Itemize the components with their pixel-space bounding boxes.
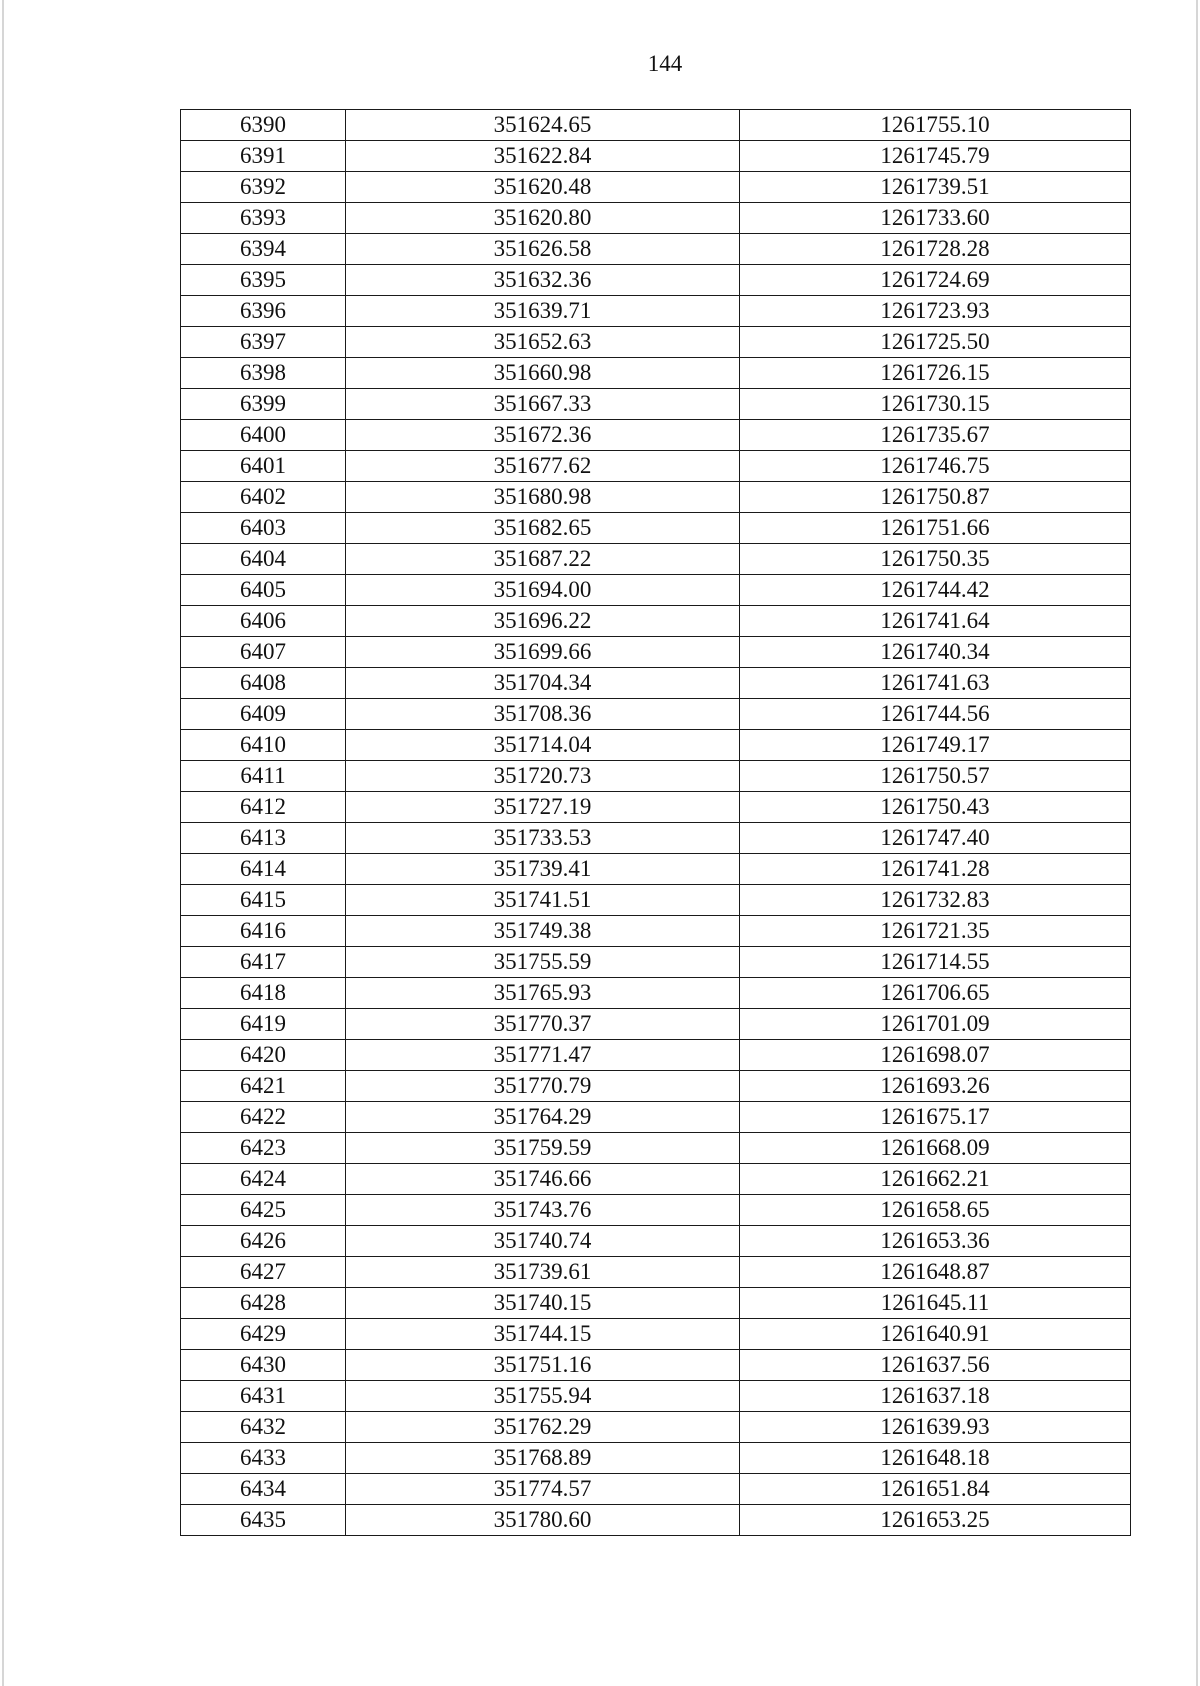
point-number-cell: 6417 [181, 947, 346, 978]
y-coordinate-cell: 1261745.79 [740, 141, 1131, 172]
table-row [181, 730, 1131, 761]
x-coordinate-cell: 351759.59 [346, 1133, 740, 1164]
point-number-cell: 6414 [181, 854, 346, 885]
table-row [181, 1319, 1131, 1350]
y-coordinate-cell: 1261653.25 [740, 1505, 1131, 1536]
y-coordinate-cell: 1261698.07 [740, 1040, 1131, 1071]
table-row [181, 1071, 1131, 1102]
y-coordinate-cell: 1261714.55 [740, 947, 1131, 978]
x-coordinate-cell: 351744.15 [346, 1319, 740, 1350]
scan-edge-left [2, 0, 4, 1686]
point-number-cell: 6402 [181, 482, 346, 513]
x-coordinate-cell: 351770.37 [346, 1009, 740, 1040]
x-coordinate-cell: 351740.15 [346, 1288, 740, 1319]
table-row [181, 854, 1131, 885]
page-number: 144 [647, 51, 683, 76]
y-coordinate-cell: 1261725.50 [740, 327, 1131, 358]
table-row [181, 1288, 1131, 1319]
y-coordinate-cell: 1261637.18 [740, 1381, 1131, 1412]
coordinates-table [180, 109, 1131, 1536]
table-row [181, 265, 1131, 296]
table-row [181, 1195, 1131, 1226]
table-row [181, 141, 1131, 172]
table-row [181, 544, 1131, 575]
y-coordinate-cell: 1261639.93 [740, 1412, 1131, 1443]
point-number-cell: 6434 [181, 1474, 346, 1505]
point-number-cell: 6427 [181, 1257, 346, 1288]
y-coordinate-cell: 1261749.17 [740, 730, 1131, 761]
point-number-cell: 6412 [181, 792, 346, 823]
point-number-cell: 6435 [181, 1505, 346, 1536]
table-row [181, 513, 1131, 544]
x-coordinate-cell: 351720.73 [346, 761, 740, 792]
table-row [181, 234, 1131, 265]
y-coordinate-cell: 1261755.10 [740, 110, 1131, 141]
x-coordinate-cell: 351626.58 [346, 234, 740, 265]
x-coordinate-cell: 351774.57 [346, 1474, 740, 1505]
point-number-cell: 6416 [181, 916, 346, 947]
table-row [181, 389, 1131, 420]
y-coordinate-cell: 1261728.28 [740, 234, 1131, 265]
table-row [181, 1505, 1131, 1536]
point-number-cell: 6405 [181, 575, 346, 606]
table-row [181, 420, 1131, 451]
y-coordinate-cell: 1261750.87 [740, 482, 1131, 513]
table-row [181, 792, 1131, 823]
table-row [181, 358, 1131, 389]
x-coordinate-cell: 351667.33 [346, 389, 740, 420]
point-number-cell: 6394 [181, 234, 346, 265]
point-number-cell: 6424 [181, 1164, 346, 1195]
x-coordinate-cell: 351639.71 [346, 296, 740, 327]
x-coordinate-cell: 351739.61 [346, 1257, 740, 1288]
x-coordinate-cell: 351624.65 [346, 110, 740, 141]
y-coordinate-cell: 1261668.09 [740, 1133, 1131, 1164]
point-number-cell: 6432 [181, 1412, 346, 1443]
table-row [181, 1226, 1131, 1257]
y-coordinate-cell: 1261675.17 [740, 1102, 1131, 1133]
y-coordinate-cell: 1261662.21 [740, 1164, 1131, 1195]
table-row [181, 203, 1131, 234]
point-number-cell: 6393 [181, 203, 346, 234]
x-coordinate-cell: 351765.93 [346, 978, 740, 1009]
x-coordinate-cell: 351727.19 [346, 792, 740, 823]
table-row [181, 1412, 1131, 1443]
x-coordinate-cell: 351764.29 [346, 1102, 740, 1133]
y-coordinate-cell: 1261732.83 [740, 885, 1131, 916]
y-coordinate-cell: 1261750.35 [740, 544, 1131, 575]
point-number-cell: 6397 [181, 327, 346, 358]
y-coordinate-cell: 1261739.51 [740, 172, 1131, 203]
point-number-cell: 6396 [181, 296, 346, 327]
point-number-cell: 6395 [181, 265, 346, 296]
point-number-cell: 6415 [181, 885, 346, 916]
point-number-cell: 6421 [181, 1071, 346, 1102]
point-number-cell: 6391 [181, 141, 346, 172]
point-number-cell: 6419 [181, 1009, 346, 1040]
point-number-cell: 6398 [181, 358, 346, 389]
table-row [181, 451, 1131, 482]
y-coordinate-cell: 1261724.69 [740, 265, 1131, 296]
x-coordinate-cell: 351751.16 [346, 1350, 740, 1381]
y-coordinate-cell: 1261658.65 [740, 1195, 1131, 1226]
x-coordinate-cell: 351620.80 [346, 203, 740, 234]
x-coordinate-cell: 351696.22 [346, 606, 740, 637]
point-number-cell: 6390 [181, 110, 346, 141]
x-coordinate-cell: 351749.38 [346, 916, 740, 947]
table-row [181, 1133, 1131, 1164]
table-row [181, 1040, 1131, 1071]
table-row [181, 885, 1131, 916]
table-row [181, 637, 1131, 668]
point-number-cell: 6423 [181, 1133, 346, 1164]
point-number-cell: 6410 [181, 730, 346, 761]
y-coordinate-cell: 1261741.28 [740, 854, 1131, 885]
x-coordinate-cell: 351714.04 [346, 730, 740, 761]
x-coordinate-cell: 351762.29 [346, 1412, 740, 1443]
point-number-cell: 6420 [181, 1040, 346, 1071]
x-coordinate-cell: 351733.53 [346, 823, 740, 854]
table-row [181, 699, 1131, 730]
point-number-cell: 6413 [181, 823, 346, 854]
point-number-cell: 6408 [181, 668, 346, 699]
point-number-cell: 6425 [181, 1195, 346, 1226]
table-row [181, 823, 1131, 854]
table-row [181, 1381, 1131, 1412]
x-coordinate-cell: 351780.60 [346, 1505, 740, 1536]
table-row [181, 978, 1131, 1009]
point-number-cell: 6431 [181, 1381, 346, 1412]
table-row [181, 1474, 1131, 1505]
y-coordinate-cell: 1261648.18 [740, 1443, 1131, 1474]
y-coordinate-cell: 1261640.91 [740, 1319, 1131, 1350]
point-number-cell: 6400 [181, 420, 346, 451]
table-row [181, 916, 1131, 947]
x-coordinate-cell: 351682.65 [346, 513, 740, 544]
table-row [181, 575, 1131, 606]
table-row [181, 1257, 1131, 1288]
point-number-cell: 6422 [181, 1102, 346, 1133]
y-coordinate-cell: 1261730.15 [740, 389, 1131, 420]
x-coordinate-cell: 351739.41 [346, 854, 740, 885]
y-coordinate-cell: 1261733.60 [740, 203, 1131, 234]
point-number-cell: 6429 [181, 1319, 346, 1350]
y-coordinate-cell: 1261726.15 [740, 358, 1131, 389]
y-coordinate-cell: 1261637.56 [740, 1350, 1131, 1381]
y-coordinate-cell: 1261751.66 [740, 513, 1131, 544]
x-coordinate-cell: 351755.94 [346, 1381, 740, 1412]
x-coordinate-cell: 351771.47 [346, 1040, 740, 1071]
y-coordinate-cell: 1261648.87 [740, 1257, 1131, 1288]
table-row [181, 482, 1131, 513]
x-coordinate-cell: 351770.79 [346, 1071, 740, 1102]
table-row [181, 1443, 1131, 1474]
y-coordinate-cell: 1261746.75 [740, 451, 1131, 482]
point-number-cell: 6418 [181, 978, 346, 1009]
table-row [181, 1009, 1131, 1040]
y-coordinate-cell: 1261645.11 [740, 1288, 1131, 1319]
point-number-cell: 6407 [181, 637, 346, 668]
x-coordinate-cell: 351680.98 [346, 482, 740, 513]
y-coordinate-cell: 1261741.64 [740, 606, 1131, 637]
x-coordinate-cell: 351708.36 [346, 699, 740, 730]
point-number-cell: 6392 [181, 172, 346, 203]
y-coordinate-cell: 1261735.67 [740, 420, 1131, 451]
y-coordinate-cell: 1261740.34 [740, 637, 1131, 668]
x-coordinate-cell: 351687.22 [346, 544, 740, 575]
point-number-cell: 6409 [181, 699, 346, 730]
y-coordinate-cell: 1261744.42 [740, 575, 1131, 606]
x-coordinate-cell: 351755.59 [346, 947, 740, 978]
y-coordinate-cell: 1261750.43 [740, 792, 1131, 823]
table-row [181, 1102, 1131, 1133]
x-coordinate-cell: 351672.36 [346, 420, 740, 451]
x-coordinate-cell: 351740.74 [346, 1226, 740, 1257]
table-row [181, 172, 1131, 203]
point-number-cell: 6411 [181, 761, 346, 792]
table-row [181, 1164, 1131, 1195]
point-number-cell: 6399 [181, 389, 346, 420]
y-coordinate-cell: 1261744.56 [740, 699, 1131, 730]
y-coordinate-cell: 1261741.63 [740, 668, 1131, 699]
coordinates-table-body [181, 110, 1131, 1536]
point-number-cell: 6404 [181, 544, 346, 575]
point-number-cell: 6433 [181, 1443, 346, 1474]
x-coordinate-cell: 351620.48 [346, 172, 740, 203]
scan-edge-right [1196, 0, 1198, 1686]
x-coordinate-cell: 351746.66 [346, 1164, 740, 1195]
x-coordinate-cell: 351768.89 [346, 1443, 740, 1474]
y-coordinate-cell: 1261747.40 [740, 823, 1131, 854]
x-coordinate-cell: 351704.34 [346, 668, 740, 699]
x-coordinate-cell: 351694.00 [346, 575, 740, 606]
table-row [181, 110, 1131, 141]
y-coordinate-cell: 1261693.26 [740, 1071, 1131, 1102]
x-coordinate-cell: 351622.84 [346, 141, 740, 172]
x-coordinate-cell: 351652.63 [346, 327, 740, 358]
x-coordinate-cell: 351677.62 [346, 451, 740, 482]
point-number-cell: 6403 [181, 513, 346, 544]
table-row [181, 296, 1131, 327]
x-coordinate-cell: 351743.76 [346, 1195, 740, 1226]
table-row [181, 761, 1131, 792]
x-coordinate-cell: 351741.51 [346, 885, 740, 916]
point-number-cell: 6428 [181, 1288, 346, 1319]
x-coordinate-cell: 351660.98 [346, 358, 740, 389]
table-row [181, 606, 1131, 637]
point-number-cell: 6430 [181, 1350, 346, 1381]
x-coordinate-cell: 351699.66 [346, 637, 740, 668]
y-coordinate-cell: 1261750.57 [740, 761, 1131, 792]
table-row [181, 668, 1131, 699]
table-row [181, 327, 1131, 358]
y-coordinate-cell: 1261701.09 [740, 1009, 1131, 1040]
point-number-cell: 6426 [181, 1226, 346, 1257]
y-coordinate-cell: 1261706.65 [740, 978, 1131, 1009]
y-coordinate-cell: 1261721.35 [740, 916, 1131, 947]
point-number-cell: 6406 [181, 606, 346, 637]
y-coordinate-cell: 1261651.84 [740, 1474, 1131, 1505]
point-number-cell: 6401 [181, 451, 346, 482]
table-row [181, 1350, 1131, 1381]
table-row [181, 947, 1131, 978]
x-coordinate-cell: 351632.36 [346, 265, 740, 296]
y-coordinate-cell: 1261723.93 [740, 296, 1131, 327]
y-coordinate-cell: 1261653.36 [740, 1226, 1131, 1257]
